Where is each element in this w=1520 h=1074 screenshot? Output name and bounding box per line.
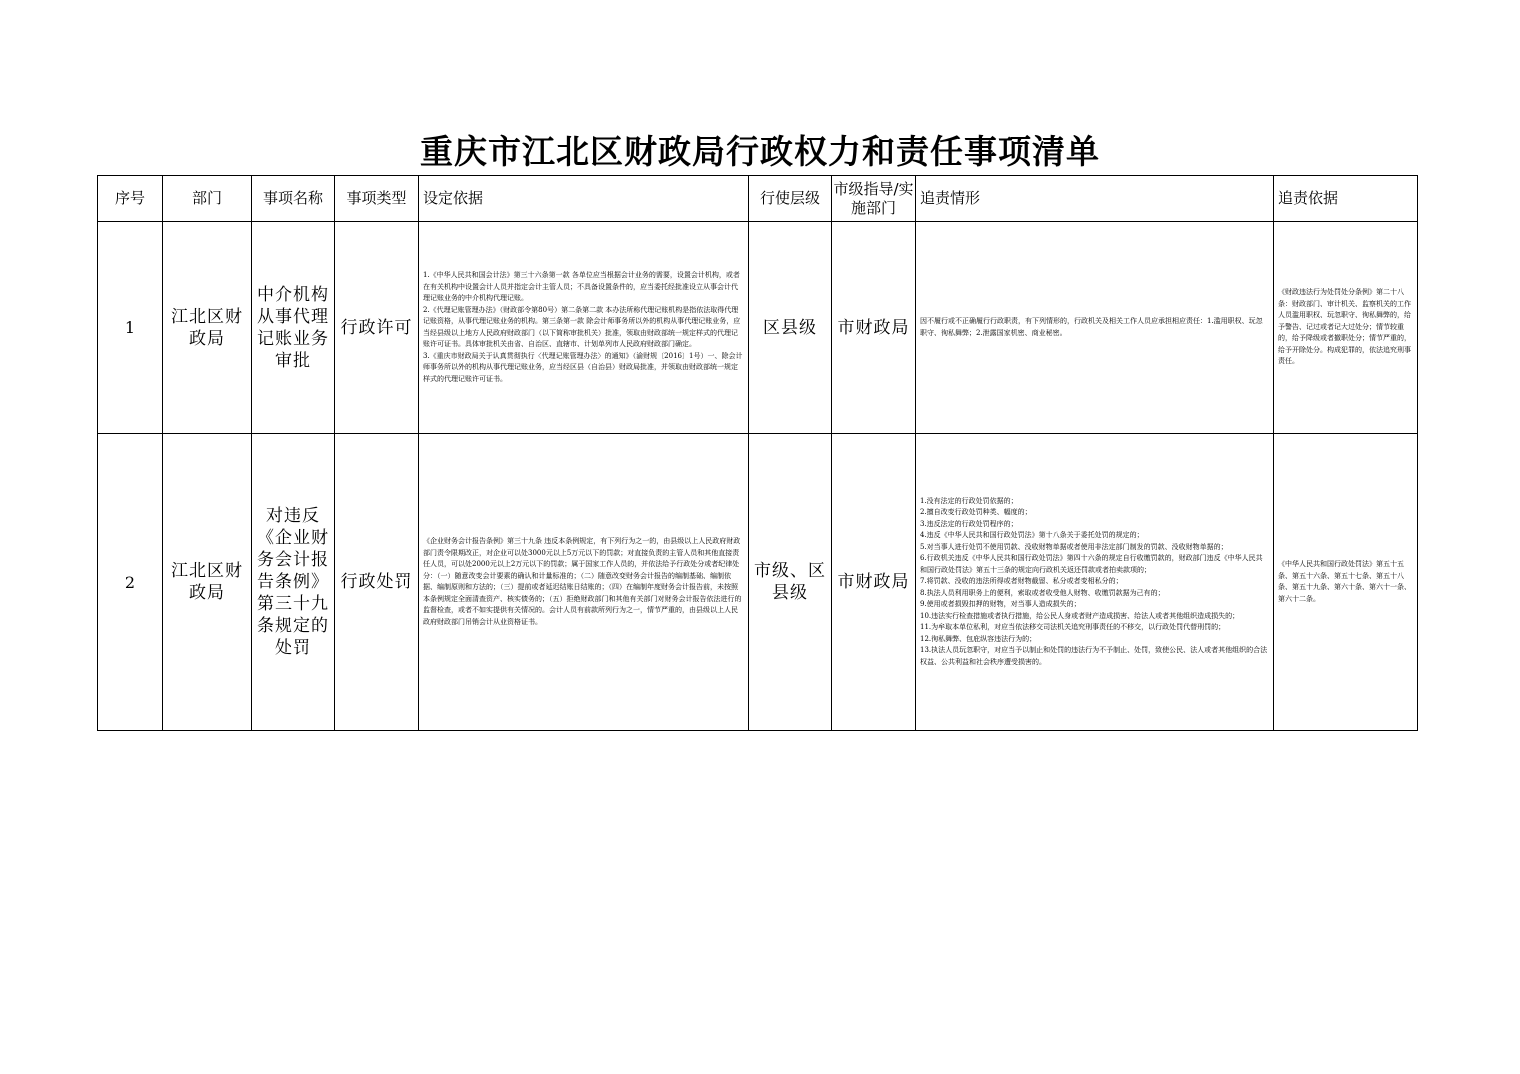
row-level: 市级、区县级 xyxy=(749,434,832,731)
row-item-type: 行政处罚 xyxy=(335,434,419,731)
row-accountability-situation-text: 因不履行或不正确履行行政职责，有下列情形的，行政机关及相关工作人员应承担相应责任：1.滥用职权、玩忽职守、徇私舞弊；2.泄露国家机密、商业秘密。 xyxy=(920,317,1263,337)
table-row xyxy=(98,222,1418,434)
row-dept: 江北区财政局 xyxy=(163,222,252,434)
row-seq: 1 xyxy=(98,222,163,434)
row-basis-text: 《企业财务会计报告条例》第三十九条 违反本条例规定，有下列行为之一的，由县级以上人民政府财政部门责令限期改正，对企业可以处3000元以上5万元以下的罚款；对直接负责的主管人员和其他直接责任人员，可以处2000元以上2万元以下的罚款；属于国家工作人员的，并依法给予行政处分或者纪律处分：（一）随意改变会计要素的确认和计量标准的；（二）随意改变财务会计报告的编制基础、编制依据、编制原则和方法的；（三）提前或者延迟结账日结账的；（四）在编制年度财务会计报告前，未按照本条例规定全面清查资产、核实债务的；（五）拒绝财政部门和其他有关部门对财务会计报告依法进行的监督检查，或者不如实提供有关情况的。会计人员有前款所列行为之一，情节严重的，由县级以上人民政府财政部门吊销会计从业资格证书。 xyxy=(423,537,742,626)
table-row xyxy=(98,434,1418,731)
row-accountability-basis-text: 《财政违法行为处罚处分条例》第二十八条：财政部门、审计机关、监察机关的工作人员滥用职权、玩忽职守、徇私舞弊的，给予警告、记过或者记大过处分；情节较重的，给予降级或者撤职处分；情节严重的，给予开除处分。构成犯罪的，依法追究刑事责任。 xyxy=(1278,288,1411,366)
row-accountability-situation xyxy=(916,222,1274,434)
row-dept: 江北区财政局 xyxy=(163,434,252,731)
row-guide-dept: 市财政局 xyxy=(832,434,916,731)
table-header-row xyxy=(98,176,1418,222)
row-item-name: 对违反《企业财务会计报告条例》第三十九条规定的处罚 xyxy=(252,434,335,731)
row-basis-text: 1.《中华人民共和国会计法》第三十六条第一款 各单位应当根据会计业务的需要，设置会计机构，或者在有关机构中设置会计人员并指定会计主管人员；不具备设置条件的，应当委托经批准设立从事会计代理记账业务的中介机构代理记账。 2.《代理记账管理办法》（财政部令第80号）第二条第二款 本办法所称代理记账机构是指依法取得代理记账资格，从事代理记账业务的机构。第三条第一款 除会计师事务所以外的机构从事代理记账业务，应当经县级以上地方人民政府财政部门（以下简称审批机关）批准，领取由财政部统一规定样式的代理记账许可证书。具体审批机关由省、自治区、直辖市、计划单列市人民政府财政部门确定。 3.《重庆市财政局关于认真贯彻执行〈代理记账管理办法〉的通知》（渝财规〔2016〕1号）一、除会计师事务所以外的机构从事代理记账业务，应当经区县（自治县）财政局批准，并领取由财政部统一规定样式的代理记账许可证书。 xyxy=(423,271,743,383)
page-title: 重庆市江北区财政局行政权力和责任事项清单 xyxy=(420,132,1100,171)
row-accountability-situation xyxy=(916,434,1274,731)
header-guide-dept: 市级指导/实施部门 xyxy=(832,176,916,222)
row-accountability-basis xyxy=(1274,434,1418,731)
row-guide-dept: 市财政局 xyxy=(832,222,916,434)
header-seq: 序号 xyxy=(98,176,163,222)
header-level: 行使层级 xyxy=(749,176,832,222)
row-accountability-basis xyxy=(1274,222,1418,434)
header-basis: 设定依据 xyxy=(419,176,749,222)
row-accountability-basis-text: 《中华人民共和国行政处罚法》第五十五条、第五十六条、第五十七条、第五十八条、第五十九条、第六十条、第六十一条、第六十二条。 xyxy=(1278,560,1411,603)
row-accountability-situation-text: 1.没有法定的行政处罚依据的； 2.擅自改变行政处罚种类、幅度的； 3.违反法定的行政处罚程序的； 4.违反《中华人民共和国行政处罚法》第十八条关于委托处罚的规定的； 5.对当事人进行处罚不使用罚款、没收财物单据或者使用非法定部门制发的罚款、没收财物单据的； 6.行政机关违反《中华人民共和国行政处罚法》第四十六条的规定自行收缴罚款的，财政部门违反《中华人民共和国行政处罚法》第五十三条的规定向行政机关返还罚款或者拍卖款项的； 7.将罚款、没收的违法所得或者财物截留、私分或者变相私分的； 8.执法人员利用职务上的便利，索取或者收受他人财物、收缴罚款据为己有的； 9.使用或者损毁扣押的财物，对当事人造成损失的； 10.违法实行检查措施或者执行措施，给公民人身或者财产造成损害、给法人或者其他组织造成损失的； 11.为牟取本单位私利，对应当依法移交司法机关追究刑事责任的不移交，以行政处罚代替刑罚的； 12.徇私舞弊、包庇纵容违法行为的； 13.执法人员玩忽职守，对应当予以制止和处罚的违法行为不予制止、处罚，致使公民、法人或者其他组织的合法权益、公共利益和社会秩序遭受损害的。 xyxy=(920,496,1268,666)
header-item-name: 事项名称 xyxy=(252,176,335,222)
header-item-type: 事项类型 xyxy=(335,176,419,222)
row-basis xyxy=(419,434,749,731)
row-item-name: 中介机构从事代理记账业务审批 xyxy=(252,222,335,434)
row-basis xyxy=(419,222,749,434)
header-accountability-basis: 追责依据 xyxy=(1274,176,1418,222)
row-level: 区县级 xyxy=(749,222,832,434)
header-accountability-situation: 追责情形 xyxy=(916,176,1274,222)
row-item-type: 行政许可 xyxy=(335,222,419,434)
header-dept: 部门 xyxy=(163,176,252,222)
power-responsibility-table xyxy=(97,175,1418,731)
row-seq: 2 xyxy=(98,434,163,731)
